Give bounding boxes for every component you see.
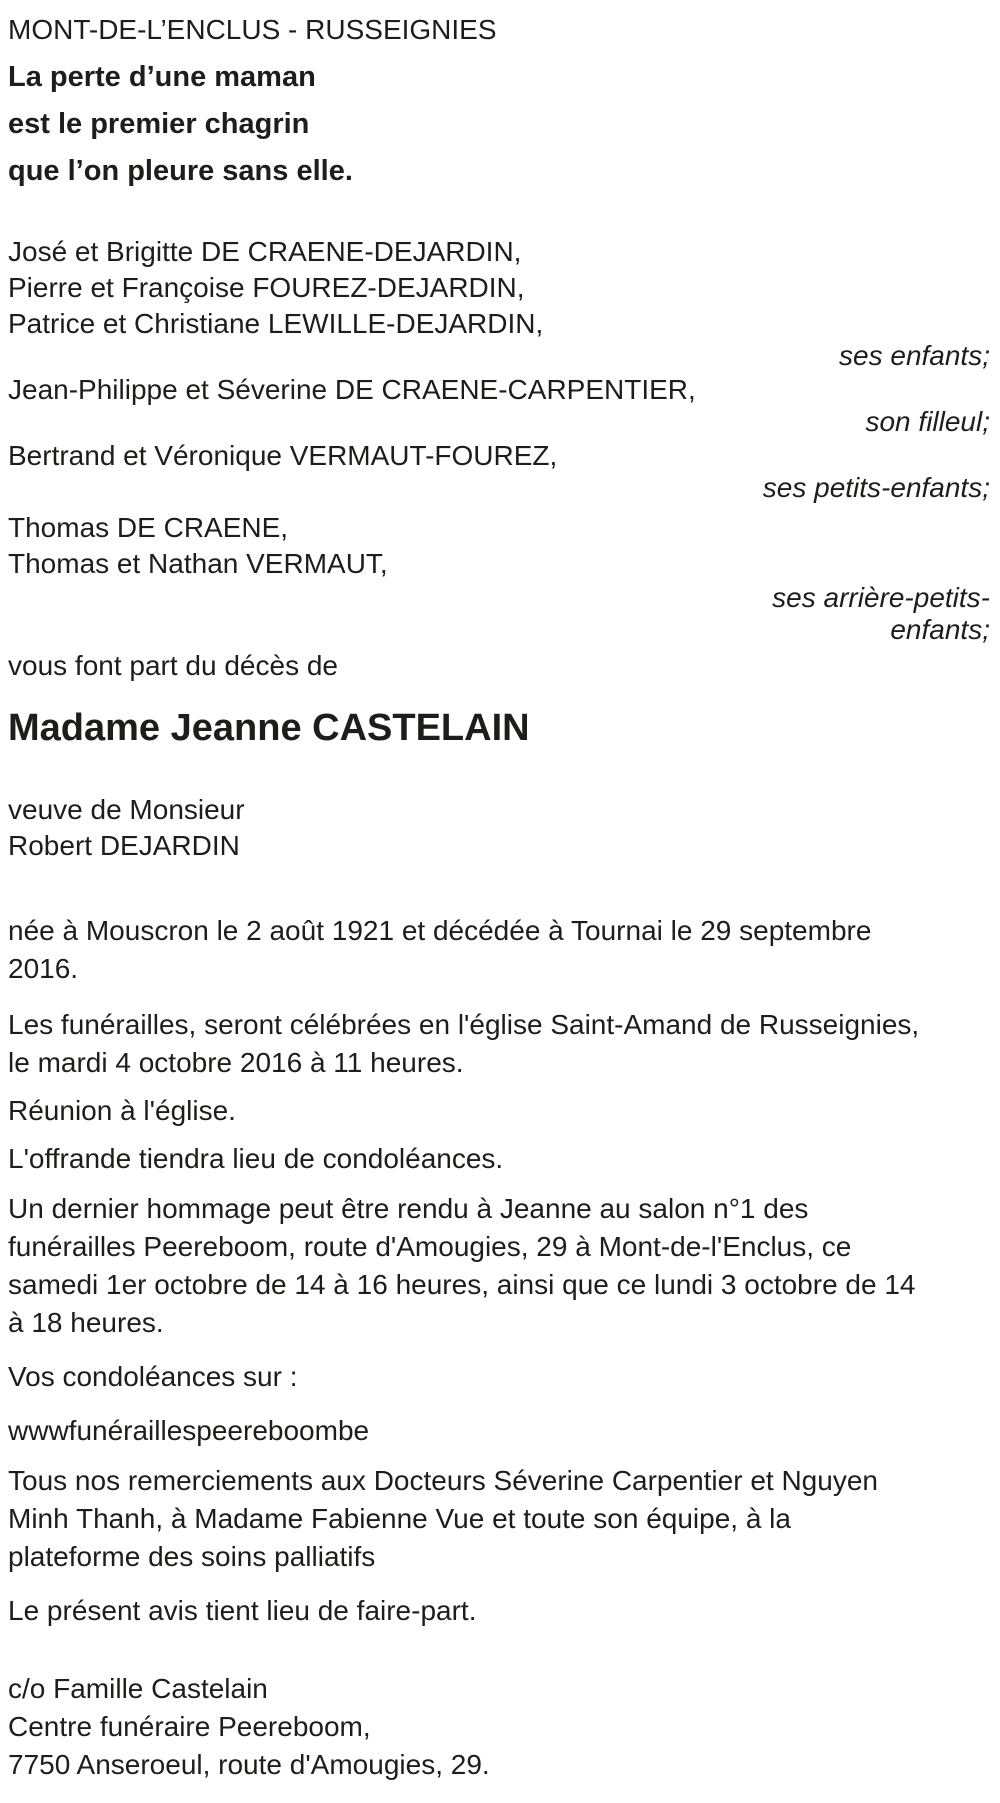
widow-of-block [8,792,990,864]
funeral-paragraph [8,1006,990,1082]
relation-label: ses enfants; [839,340,990,371]
family-member-line: José et Brigitte DE CRAENE-DEJARDIN, [8,236,522,267]
thanks-line: Minh Thanh, à Madame Fabienne Vue et toute son équipe, à la [8,1503,791,1534]
condolences-intro-line: Vos condoléances sur : [8,1361,298,1392]
tribute-paragraph [8,1190,990,1342]
epigraph [8,60,990,188]
contact-line: c/o Famille Castelain [8,1673,268,1704]
relation-label: son filleul; [865,406,990,437]
thanks-line: plateforme des soins palliatifs [8,1541,376,1572]
family-member-line: Patrice et Christiane LEWILLE-DEJARDIN, [8,308,544,339]
website-line: wwwfunéraillespeereboombe [8,1415,370,1446]
tribute-line: samedi 1er octobre de 14 à 16 heures, ainsi que ce lundi 3 octobre de 14 [8,1269,916,1300]
thanks-line: Tous nos remerciements aux Docteurs Séverine Carpentier et Nguyen [8,1465,878,1496]
contact-line: Centre funéraire Peereboom, [8,1711,371,1742]
reunion-line: Réunion à l'église. [8,1095,236,1126]
reunion-paragraph [8,1092,990,1130]
epigraph-line: La perte d’une maman [8,61,316,93]
funeral-line: Les funérailles, seront célébrées en l'église Saint-Amand de Russeignies, [8,1009,920,1040]
family-member-line: Thomas et Nathan VERMAUT, [8,548,388,579]
relation-label: ses arrière-petits- [772,582,990,613]
relation-label: ses petits-enfants; [762,472,990,503]
thanks-paragraph [8,1462,990,1576]
offering-line: L'offrande tiendra lieu de condoléances. [8,1143,504,1174]
widow-line: veuve de Monsieur [8,794,245,825]
notice-paragraph [8,1592,990,1630]
relation-label: enfants; [890,614,990,645]
family-member-line: Bertrand et Véronique VERMAUT-FOUREZ, [8,440,558,471]
funeral-line: le mardi 4 octobre 2016 à 11 heures. [8,1047,464,1078]
tribute-line: Un dernier hommage peut être rendu à Jeanne au salon n°1 des [8,1193,809,1224]
relation-label-great-grandchildren [8,582,990,646]
widow-line: Robert DEJARDIN [8,830,240,861]
family-group-great-grandchildren [8,510,990,582]
relation-label-children [8,342,990,370]
family-member-line: Jean-Philippe et Séverine DE CRAENE-CARPENTIER, [8,374,696,405]
family-member-line: Thomas DE CRAENE, [8,512,289,543]
offering-paragraph [8,1140,990,1178]
announcement-line: vous font part du décès de [8,650,338,681]
tribute-line: à 18 heures. [8,1307,164,1338]
condolences-intro-paragraph [8,1358,990,1396]
contact-block [8,1670,990,1784]
birth-death-line: née à Mouscron le 2 août 1921 et décédée à Tournai le 29 septembre [8,915,872,946]
family-group-godson [8,372,990,408]
tribute-line: funérailles Peereboom, route d'Amougies, 29 à Mont-de-l'Enclus, ce [8,1231,852,1262]
notice-line: Le présent avis tient lieu de faire-part. [8,1595,477,1626]
family-member-line: Pierre et Françoise FOUREZ-DEJARDIN, [8,272,525,303]
website-paragraph [8,1412,990,1450]
contact-line: 7750 Anseroeul, route d'Amougies, 29. [8,1749,490,1780]
family-group-children [8,234,990,342]
epigraph-line: est le premier chagrin [8,108,310,140]
birth-death-paragraph [8,912,990,988]
region-title: MONT-DE-L’ENCLUS - RUSSEIGNIES [8,14,497,45]
epigraph-line: que l’on pleure sans elle. [8,155,353,187]
relation-label-grandchildren [8,474,990,502]
deceased-name: Madame Jeanne CASTELAIN [8,707,530,749]
family-group-grandchildren [8,438,990,474]
relation-label-godson [8,408,990,436]
birth-death-line: 2016. [8,953,79,984]
